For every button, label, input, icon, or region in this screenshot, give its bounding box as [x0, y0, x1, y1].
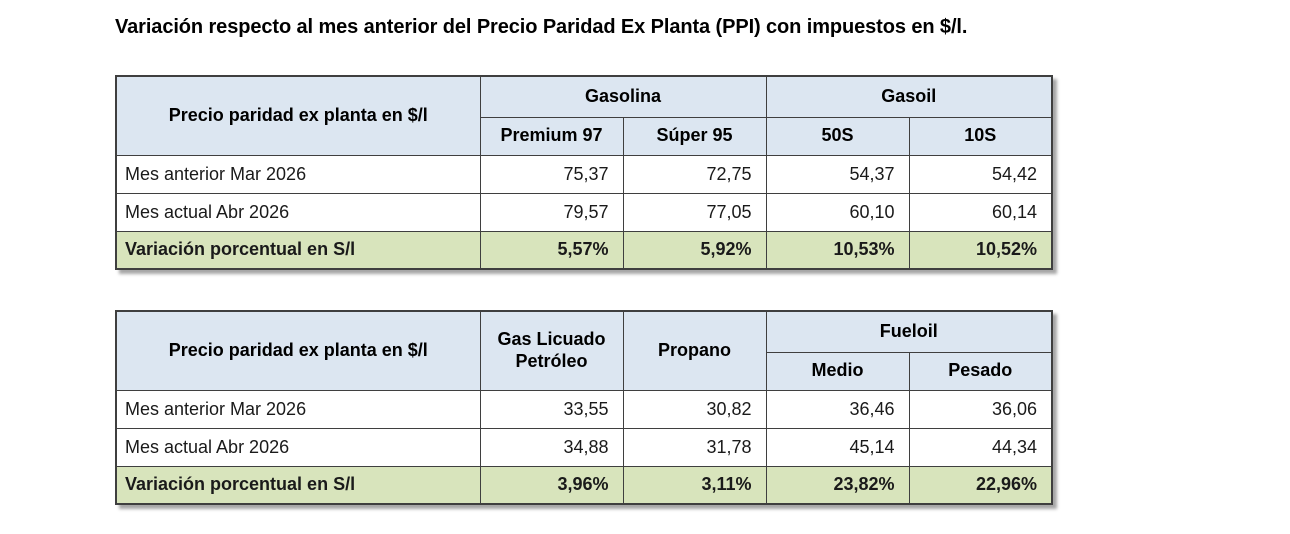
table-row [116, 231, 1052, 269]
page-title: Variación respecto al mes anterior del Precio Paridad Ex Planta (PPI) con impuestos en $/l. [115, 16, 968, 38]
group-header-gasolina: Gasolina [480, 76, 766, 117]
value-cell: 79,57 [480, 193, 623, 231]
row-label: Mes actual Abr 2026 [116, 193, 480, 231]
value-cell: 3,96% [480, 466, 623, 504]
value-cell: 75,37 [480, 155, 623, 193]
value-cell: 5,92% [623, 231, 766, 269]
col-header-pesado: Pesado [909, 352, 1052, 390]
value-cell: 22,96% [909, 466, 1052, 504]
row-label: Variación porcentual en S/l [116, 231, 480, 269]
col-header-super-95: Súper 95 [623, 117, 766, 155]
value-cell: 60,10 [766, 193, 909, 231]
group-header-gasoil: Gasoil [766, 76, 1052, 117]
value-cell: 72,75 [623, 155, 766, 193]
value-cell: 5,57% [480, 231, 623, 269]
ppi-table-glp-propano-fueloil [115, 310, 1053, 505]
value-cell: 44,34 [909, 428, 1052, 466]
ppi-table-gasolina-gasoil [115, 75, 1053, 270]
value-cell: 23,82% [766, 466, 909, 504]
value-cell: 36,06 [909, 390, 1052, 428]
col-header-gas-licuado-petroleo: Gas Licuado Petróleo [480, 311, 623, 390]
value-cell: 36,46 [766, 390, 909, 428]
corner-header: Precio paridad ex planta en $/l [116, 311, 480, 390]
value-cell: 54,37 [766, 155, 909, 193]
value-cell: 10,52% [909, 231, 1052, 269]
row-label: Mes actual Abr 2026 [116, 428, 480, 466]
value-cell: 10,53% [766, 231, 909, 269]
value-cell: 33,55 [480, 390, 623, 428]
value-cell: 45,14 [766, 428, 909, 466]
col-header-premium-97: Premium 97 [480, 117, 623, 155]
corner-header: Precio paridad ex planta en $/l [116, 76, 480, 155]
value-cell: 34,88 [480, 428, 623, 466]
col-header-10s: 10S [909, 117, 1052, 155]
row-label: Variación porcentual en S/l [116, 466, 480, 504]
value-cell: 77,05 [623, 193, 766, 231]
value-cell: 54,42 [909, 155, 1052, 193]
group-header-fueloil: Fueloil [766, 311, 1052, 352]
value-cell: 60,14 [909, 193, 1052, 231]
value-cell: 3,11% [623, 466, 766, 504]
col-header-propano: Propano [623, 311, 766, 390]
table-row [116, 193, 1052, 231]
table-row [116, 466, 1052, 504]
table-row [116, 155, 1052, 193]
row-label: Mes anterior Mar 2026 [116, 155, 480, 193]
value-cell: 30,82 [623, 390, 766, 428]
value-cell: 31,78 [623, 428, 766, 466]
table-row [116, 428, 1052, 466]
col-header-50s: 50S [766, 117, 909, 155]
table-row [116, 390, 1052, 428]
col-header-medio: Medio [766, 352, 909, 390]
row-label: Mes anterior Mar 2026 [116, 390, 480, 428]
